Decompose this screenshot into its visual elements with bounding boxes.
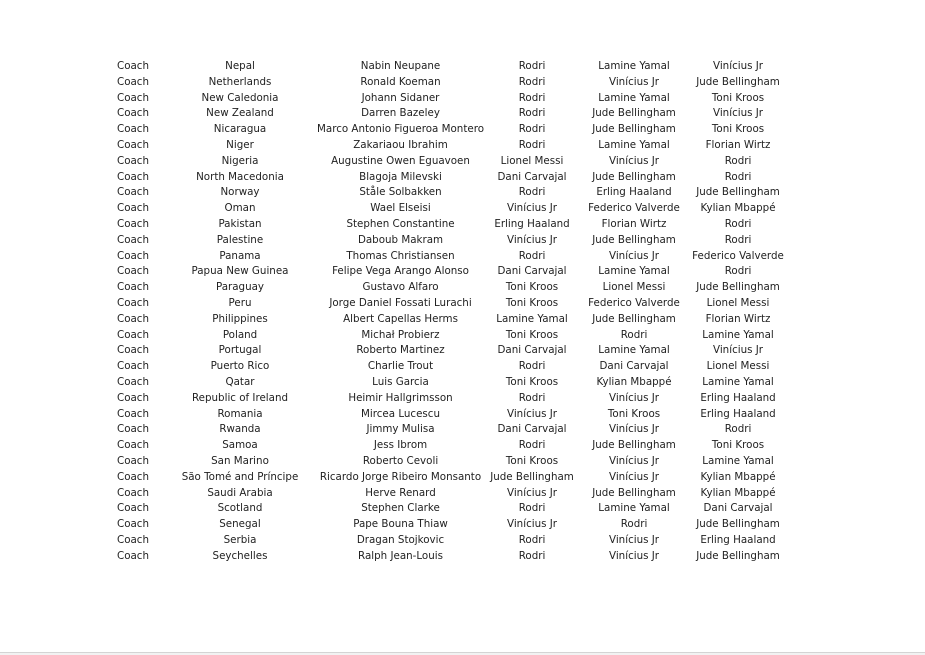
voter-role-cell: Coach: [117, 423, 149, 436]
third-pick-cell: Jude Bellingham: [696, 75, 780, 88]
nation-cell: Samoa: [222, 439, 258, 452]
voter-name-cell: Jess Ibrom: [373, 439, 428, 452]
voter-name-cell: Ralph Jean-Louis: [358, 549, 443, 562]
third-pick-cell: Vinícius Jr: [713, 60, 764, 72]
nation-cell: North Macedonia: [196, 170, 284, 183]
third-pick-cell: Dani Carvajal: [703, 502, 773, 515]
nation-cell: São Tomé and Príncipe: [181, 470, 299, 483]
voter-role-cell: Coach: [117, 186, 149, 199]
nation-cell: Papua New Guinea: [191, 265, 289, 278]
second-pick-cell: Dani Carvajal: [599, 360, 669, 373]
second-pick-cell: Vinícius Jr: [609, 249, 660, 262]
table-row: [103, 533, 788, 549]
second-pick-cell: Vinícius Jr: [609, 454, 660, 467]
nation-cell: Pakistan: [218, 217, 262, 230]
first-pick-cell: Rodri: [518, 533, 546, 546]
nation-cell: Niger: [226, 138, 254, 151]
table-row: [103, 549, 788, 565]
second-pick-cell: Kylian Mbappé: [596, 375, 672, 388]
second-pick-cell: Lamine Yamal: [598, 265, 670, 278]
second-pick-cell: Jude Bellingham: [592, 312, 676, 325]
second-pick-cell: Lamine Yamal: [598, 344, 670, 357]
table-row: [103, 264, 788, 280]
first-pick-cell: Rodri: [518, 75, 546, 88]
second-pick-cell: Toni Kroos: [607, 407, 661, 420]
second-pick-cell: Jude Bellingham: [592, 107, 676, 120]
voter-name-cell: Jimmy Mulisa: [366, 423, 435, 436]
first-pick-cell: Rodri: [518, 502, 546, 515]
nation-cell: Norway: [220, 186, 260, 199]
nation-cell: Nigeria: [221, 154, 259, 167]
table-row: [103, 359, 788, 375]
voter-role-cell: Coach: [117, 170, 149, 183]
table-row: [103, 106, 788, 122]
first-pick-cell: Vinícius Jr: [507, 486, 558, 499]
second-pick-cell: Rodri: [620, 328, 648, 341]
third-pick-cell: Kylian Mbappé: [700, 202, 776, 215]
voter-name-cell: Stephen Constantine: [346, 217, 455, 230]
first-pick-cell: Vinícius Jr: [507, 518, 558, 531]
third-pick-cell: Lamine Yamal: [702, 454, 774, 467]
second-pick-cell: Vinícius Jr: [609, 470, 660, 483]
table-row: [103, 328, 788, 344]
voter-role-cell: Coach: [117, 154, 149, 167]
nation-cell: Puerto Rico: [210, 360, 270, 373]
table-row: [103, 59, 788, 75]
voter-name-cell: Zakariaou Ibrahim: [353, 138, 448, 151]
nation-cell: Romania: [217, 407, 263, 420]
third-pick-cell: Kylian Mbappé: [700, 486, 776, 499]
voter-name-cell: Jorge Daniel Fossati Lurachi: [329, 296, 472, 309]
voter-role-cell: Coach: [117, 486, 149, 499]
voter-role-cell: Coach: [117, 123, 149, 136]
voter-role-cell: Coach: [117, 360, 149, 373]
table-row: [103, 501, 788, 517]
table-row: [103, 296, 788, 312]
table-row: [103, 280, 788, 296]
voter-name-cell: Felipe Vega Arango Alonso: [332, 265, 469, 278]
first-pick-cell: Toni Kroos: [505, 328, 559, 341]
nation-cell: New Zealand: [206, 107, 274, 120]
voter-name-cell: Ståle Solbakken: [359, 186, 442, 199]
third-pick-cell: Federico Valverde: [692, 249, 784, 262]
nation-cell: Poland: [222, 328, 258, 341]
third-pick-cell: Lamine Yamal: [702, 328, 774, 341]
table-row: [103, 407, 788, 423]
third-pick-cell: Lionel Messi: [706, 360, 770, 373]
voter-name-cell: Albert Capellas Herms: [343, 312, 458, 325]
third-pick-cell: Rodri: [724, 233, 752, 246]
voter-role-cell: Coach: [117, 249, 149, 262]
voter-role-cell: Coach: [117, 60, 149, 72]
voter-name-cell: Daboub Makram: [357, 233, 444, 246]
voter-role-cell: Coach: [117, 502, 149, 515]
first-pick-cell: Rodri: [518, 186, 546, 199]
table-row: [103, 312, 788, 328]
table-row: [103, 185, 788, 201]
second-pick-cell: Erling Haaland: [596, 186, 672, 199]
third-pick-cell: Rodri: [724, 154, 752, 167]
voter-name-cell: Dragan Stojkovic: [356, 533, 445, 546]
nation-cell: Palestine: [216, 233, 264, 246]
third-pick-cell: Erling Haaland: [700, 407, 776, 420]
voter-name-cell: Ronald Koeman: [360, 75, 441, 88]
voter-name-cell: Darren Bazeley: [361, 107, 440, 120]
first-pick-cell: Toni Kroos: [505, 375, 559, 388]
second-pick-cell: Lamine Yamal: [598, 60, 670, 72]
nation-cell: Peru: [228, 296, 252, 309]
table-row: [103, 249, 788, 265]
voter-name-cell: Johann Sidaner: [361, 91, 440, 104]
table-row: [103, 75, 788, 91]
voter-name-cell: Michał Probierz: [361, 328, 440, 341]
voter-role-cell: Coach: [117, 470, 149, 483]
third-pick-cell: Rodri: [724, 423, 752, 436]
votes-table-body: [103, 59, 788, 565]
table-row: [103, 170, 788, 186]
voter-role-cell: Coach: [117, 217, 149, 230]
voter-name-cell: Roberto Cevoli: [362, 454, 439, 467]
table-row: [103, 422, 788, 438]
nation-cell: Qatar: [225, 375, 255, 388]
first-pick-cell: Rodri: [518, 60, 546, 72]
second-pick-cell: Vinícius Jr: [609, 75, 660, 88]
nation-cell: Republic of Ireland: [191, 391, 289, 404]
table-row: [103, 470, 788, 486]
first-pick-cell: Erling Haaland: [494, 217, 570, 230]
first-pick-cell: Rodri: [518, 391, 546, 404]
first-pick-cell: Lamine Yamal: [496, 312, 568, 325]
voter-name-cell: Wael Elseisi: [370, 202, 431, 215]
nation-cell: Serbia: [223, 533, 257, 546]
nation-cell: Nepal: [225, 60, 255, 72]
nation-cell: Netherlands: [208, 75, 272, 88]
voter-name-cell: Pape Bouna Thiaw: [353, 518, 448, 531]
second-pick-cell: Federico Valverde: [588, 296, 680, 309]
voter-role-cell: Coach: [117, 328, 149, 341]
first-pick-cell: Toni Kroos: [505, 281, 559, 294]
second-pick-cell: Federico Valverde: [588, 202, 680, 215]
table-row: [103, 201, 788, 217]
voter-role-cell: Coach: [117, 439, 149, 452]
table-row: [103, 91, 788, 107]
voter-role-cell: Coach: [117, 375, 149, 388]
third-pick-cell: Erling Haaland: [700, 391, 776, 404]
first-pick-cell: Dani Carvajal: [497, 423, 567, 436]
third-pick-cell: Toni Kroos: [711, 91, 765, 104]
second-pick-cell: Jude Bellingham: [592, 170, 676, 183]
voter-name-cell: Augustine Owen Eguavoen: [331, 154, 470, 167]
voter-role-cell: Coach: [117, 202, 149, 215]
voter-role-cell: Coach: [117, 75, 149, 88]
nation-cell: Panama: [219, 249, 261, 262]
third-pick-cell: Lionel Messi: [706, 296, 770, 309]
third-pick-cell: Toni Kroos: [711, 439, 765, 452]
voter-role-cell: Coach: [117, 233, 149, 246]
nation-cell: Senegal: [219, 518, 261, 531]
nation-cell: Seychelles: [212, 549, 268, 562]
third-pick-cell: Florian Wirtz: [705, 312, 771, 325]
first-pick-cell: Rodri: [518, 91, 546, 104]
second-pick-cell: Lamine Yamal: [598, 138, 670, 151]
voter-role-cell: Coach: [117, 407, 149, 420]
table-row: [103, 154, 788, 170]
first-pick-cell: Jude Bellingham: [490, 470, 574, 483]
table-row: [103, 486, 788, 502]
third-pick-cell: Rodri: [724, 265, 752, 278]
second-pick-cell: Lionel Messi: [602, 281, 666, 294]
second-pick-cell: Vinícius Jr: [609, 391, 660, 404]
third-pick-cell: Jude Bellingham: [696, 518, 780, 531]
first-pick-cell: Rodri: [518, 138, 546, 151]
nation-cell: Paraguay: [215, 281, 265, 294]
table-row: [103, 217, 788, 233]
voter-role-cell: Coach: [117, 281, 149, 294]
third-pick-cell: Florian Wirtz: [705, 138, 771, 151]
voter-role-cell: Coach: [117, 391, 149, 404]
voter-role-cell: Coach: [117, 518, 149, 531]
second-pick-cell: Rodri: [620, 518, 648, 531]
voter-name-cell: Ricardo Jorge Ribeiro Monsanto: [319, 470, 482, 483]
voter-role-cell: Coach: [117, 312, 149, 325]
voter-name-cell: Marco Antonio Figueroa Montero: [317, 123, 485, 136]
table-row: [103, 138, 788, 154]
first-pick-cell: Rodri: [518, 549, 546, 562]
third-pick-cell: Jude Bellingham: [696, 186, 780, 199]
voter-role-cell: Coach: [117, 138, 149, 151]
first-pick-cell: Vinícius Jr: [507, 407, 558, 420]
second-pick-cell: Vinícius Jr: [609, 154, 660, 167]
nation-cell: Philippines: [212, 312, 268, 325]
first-pick-cell: Rodri: [518, 249, 546, 262]
nation-cell: Oman: [224, 202, 256, 215]
second-pick-cell: Jude Bellingham: [592, 439, 676, 452]
third-pick-cell: Jude Bellingham: [696, 281, 780, 294]
voter-name-cell: Nabin Neupane: [360, 60, 441, 72]
second-pick-cell: Lamine Yamal: [598, 91, 670, 104]
voter-role-cell: Coach: [117, 107, 149, 120]
voter-role-cell: Coach: [117, 265, 149, 278]
second-pick-cell: Vinícius Jr: [609, 423, 660, 436]
third-pick-cell: Toni Kroos: [711, 123, 765, 136]
second-pick-cell: Lamine Yamal: [598, 502, 670, 515]
nation-cell: Rwanda: [219, 423, 261, 436]
second-pick-cell: Jude Bellingham: [592, 233, 676, 246]
voter-role-cell: Coach: [117, 549, 149, 562]
table-row: [103, 454, 788, 470]
voter-name-cell: Thomas Christiansen: [346, 249, 455, 262]
voter-role-cell: Coach: [117, 454, 149, 467]
voter-name-cell: Herve Renard: [365, 486, 436, 499]
table-row: [103, 343, 788, 359]
table-row: [103, 517, 788, 533]
table-row: [103, 375, 788, 391]
second-pick-cell: Vinícius Jr: [609, 533, 660, 546]
table-row: [103, 122, 788, 138]
nation-cell: Nicaragua: [213, 123, 267, 136]
third-pick-cell: Lamine Yamal: [702, 375, 774, 388]
third-pick-cell: Kylian Mbappé: [700, 470, 776, 483]
voter-role-cell: Coach: [117, 91, 149, 104]
voter-name-cell: Mircea Lucescu: [361, 407, 440, 420]
second-pick-cell: Florian Wirtz: [601, 217, 667, 230]
first-pick-cell: Toni Kroos: [505, 454, 559, 467]
table-row: [103, 438, 788, 454]
third-pick-cell: Jude Bellingham: [696, 549, 780, 562]
table-row: [103, 233, 788, 249]
voter-name-cell: Stephen Clarke: [361, 502, 440, 515]
first-pick-cell: Rodri: [518, 439, 546, 452]
nation-cell: New Caledonia: [201, 91, 279, 104]
voter-name-cell: Gustavo Alfaro: [362, 281, 439, 294]
third-pick-cell: Vinícius Jr: [713, 344, 764, 357]
voter-name-cell: Charlie Trout: [367, 360, 434, 373]
first-pick-cell: Toni Kroos: [505, 296, 559, 309]
third-pick-cell: Vinícius Jr: [713, 107, 764, 120]
first-pick-cell: Vinícius Jr: [507, 202, 558, 215]
voter-role-cell: Coach: [117, 296, 149, 309]
voter-name-cell: Heimir Hallgrimsson: [348, 391, 453, 404]
first-pick-cell: Rodri: [518, 360, 546, 373]
first-pick-cell: Rodri: [518, 123, 546, 136]
nation-cell: Portugal: [218, 344, 262, 357]
second-pick-cell: Jude Bellingham: [592, 123, 676, 136]
second-pick-cell: Jude Bellingham: [592, 486, 676, 499]
third-pick-cell: Rodri: [724, 217, 752, 230]
votes-table: [103, 59, 788, 565]
nation-cell: San Marino: [211, 454, 269, 467]
voter-name-cell: Blagoja Milevski: [359, 170, 442, 183]
first-pick-cell: Vinícius Jr: [507, 233, 558, 246]
voter-role-cell: Coach: [117, 344, 149, 357]
table-row: [103, 391, 788, 407]
voter-name-cell: Luis Garcia: [372, 375, 429, 388]
first-pick-cell: Dani Carvajal: [497, 170, 567, 183]
third-pick-cell: Rodri: [724, 170, 752, 183]
voter-name-cell: Roberto Martinez: [356, 344, 445, 357]
first-pick-cell: Lionel Messi: [500, 154, 564, 167]
second-pick-cell: Vinícius Jr: [609, 549, 660, 562]
first-pick-cell: Dani Carvajal: [497, 265, 567, 278]
third-pick-cell: Erling Haaland: [700, 533, 776, 546]
first-pick-cell: Dani Carvajal: [497, 344, 567, 357]
nation-cell: Scotland: [217, 502, 263, 515]
nation-cell: Saudi Arabia: [207, 486, 273, 499]
voter-role-cell: Coach: [117, 533, 149, 546]
first-pick-cell: Rodri: [518, 107, 546, 120]
